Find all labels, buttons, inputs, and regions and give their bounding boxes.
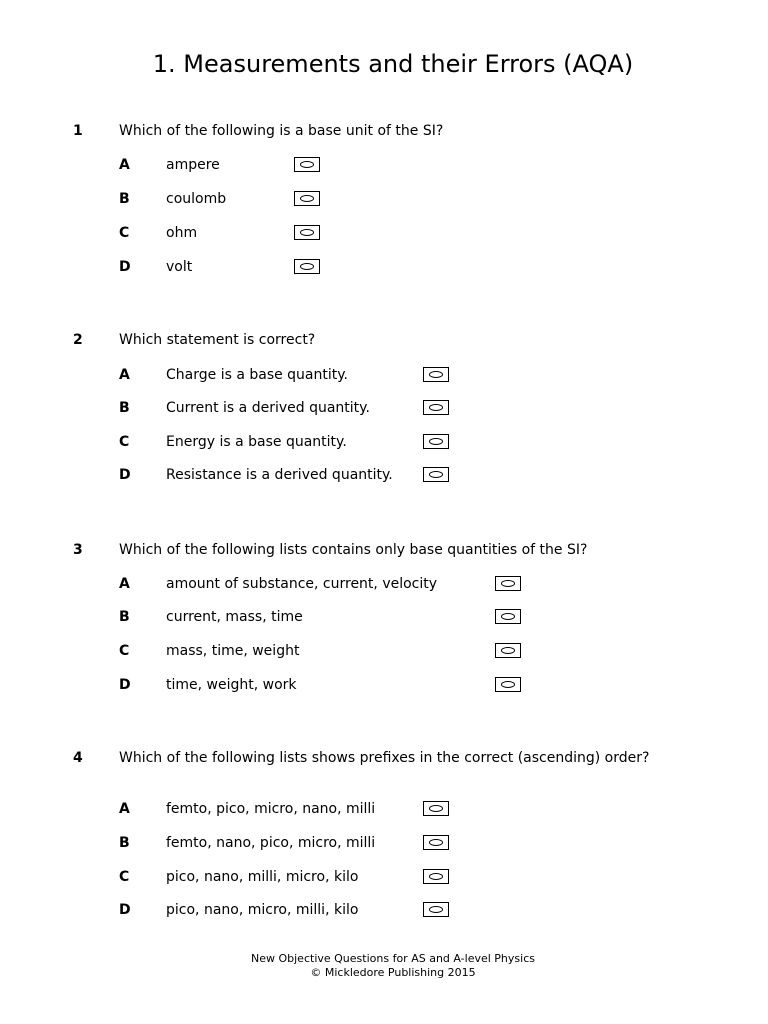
answer-oval-icon <box>501 580 515 587</box>
question-number: 3 <box>73 542 83 558</box>
q3-option-c <box>0 643 768 661</box>
page-footer <box>0 952 768 980</box>
q1-d-answer-box[interactable] <box>294 259 320 274</box>
q1-option-b <box>0 191 768 209</box>
footer-publication: New Objective Questions for AS and A-level Physics <box>251 952 535 965</box>
answer-oval-icon <box>429 906 443 913</box>
option-letter: A <box>119 367 130 383</box>
option-text: Resistance is a derived quantity. <box>166 467 393 483</box>
question-number: 2 <box>73 332 83 348</box>
question-number: 4 <box>73 750 83 766</box>
answer-oval-icon <box>429 805 443 812</box>
answer-oval-icon <box>300 195 314 202</box>
option-text: current, mass, time <box>166 609 303 625</box>
option-letter: C <box>119 643 130 659</box>
q1-a-answer-box[interactable] <box>294 157 320 172</box>
question-text: Which of the following is a base unit of the SI? <box>119 123 444 139</box>
q2-b-answer-box[interactable] <box>423 400 449 415</box>
answer-oval-icon <box>300 263 314 270</box>
option-letter: B <box>119 609 130 625</box>
q2-option-b <box>0 400 768 418</box>
q1-option-c <box>0 225 768 243</box>
option-letter: D <box>119 467 131 483</box>
option-letter: D <box>119 902 131 918</box>
answer-oval-icon <box>501 647 515 654</box>
q4-option-b <box>0 835 768 853</box>
option-letter: B <box>119 835 130 851</box>
q3-option-b <box>0 609 768 627</box>
option-letter: C <box>119 869 130 885</box>
question-text: Which of the following lists shows prefixes in the correct (ascending) order? <box>119 750 650 766</box>
question-number: 1 <box>73 123 83 139</box>
answer-oval-icon <box>429 404 443 411</box>
footer-copyright: © Mickledore Publishing 2015 <box>310 966 476 979</box>
q4-b-answer-box[interactable] <box>423 835 449 850</box>
option-letter: A <box>119 801 130 817</box>
q1-option-d <box>0 259 768 277</box>
option-letter: D <box>119 677 131 693</box>
option-letter: D <box>119 259 131 275</box>
answer-oval-icon <box>429 839 443 846</box>
option-text: ohm <box>166 225 198 241</box>
answer-oval-icon <box>429 873 443 880</box>
option-letter: C <box>119 434 130 450</box>
option-letter: B <box>119 400 130 416</box>
q4-option-c <box>0 869 768 887</box>
option-text: pico, nano, milli, micro, kilo <box>166 869 359 885</box>
q1-b-answer-box[interactable] <box>294 191 320 206</box>
option-text: femto, nano, pico, micro, milli <box>166 835 376 851</box>
answer-oval-icon <box>429 471 443 478</box>
q3-c-answer-box[interactable] <box>495 643 521 658</box>
option-text: Charge is a base quantity. <box>166 367 348 383</box>
option-text: coulomb <box>166 191 227 207</box>
option-letter: B <box>119 191 130 207</box>
q2-d-answer-box[interactable] <box>423 467 449 482</box>
question-text: Which statement is correct? <box>119 332 316 348</box>
q1-option-a <box>0 157 768 175</box>
q3-a-answer-box[interactable] <box>495 576 521 591</box>
option-text: volt <box>166 259 193 275</box>
option-letter: A <box>119 576 130 592</box>
option-text: pico, nano, micro, milli, kilo <box>166 902 359 918</box>
q2-option-d <box>0 467 768 485</box>
q4-option-a <box>0 801 768 819</box>
answer-oval-icon <box>300 161 314 168</box>
option-text: Energy is a base quantity. <box>166 434 347 450</box>
option-text: ampere <box>166 157 220 173</box>
q2-a-answer-box[interactable] <box>423 367 449 382</box>
option-letter: A <box>119 157 130 173</box>
q1-c-answer-box[interactable] <box>294 225 320 240</box>
q2-c-answer-box[interactable] <box>423 434 449 449</box>
answer-oval-icon <box>501 613 515 620</box>
option-letter: C <box>119 225 130 241</box>
q2-option-a <box>0 367 768 385</box>
q3-d-answer-box[interactable] <box>495 677 521 692</box>
question-text: Which of the following lists contains only base quantities of the SI? <box>119 542 588 558</box>
page-title: 1. Measurements and their Errors (AQA) <box>152 50 634 78</box>
answer-oval-icon <box>429 438 443 445</box>
q4-d-answer-box[interactable] <box>423 902 449 917</box>
answer-oval-icon <box>501 681 515 688</box>
q3-b-answer-box[interactable] <box>495 609 521 624</box>
option-text: amount of substance, current, velocity <box>166 576 438 592</box>
q4-option-d <box>0 902 768 920</box>
q4-a-answer-box[interactable] <box>423 801 449 816</box>
q2-option-c <box>0 434 768 452</box>
q3-option-d <box>0 677 768 695</box>
option-text: mass, time, weight <box>166 643 300 659</box>
option-text: time, weight, work <box>166 677 297 693</box>
answer-oval-icon <box>429 371 443 378</box>
q4-c-answer-box[interactable] <box>423 869 449 884</box>
answer-oval-icon <box>300 229 314 236</box>
option-text: Current is a derived quantity. <box>166 400 370 416</box>
option-text: femto, pico, micro, nano, milli <box>166 801 376 817</box>
q3-option-a <box>0 576 768 594</box>
